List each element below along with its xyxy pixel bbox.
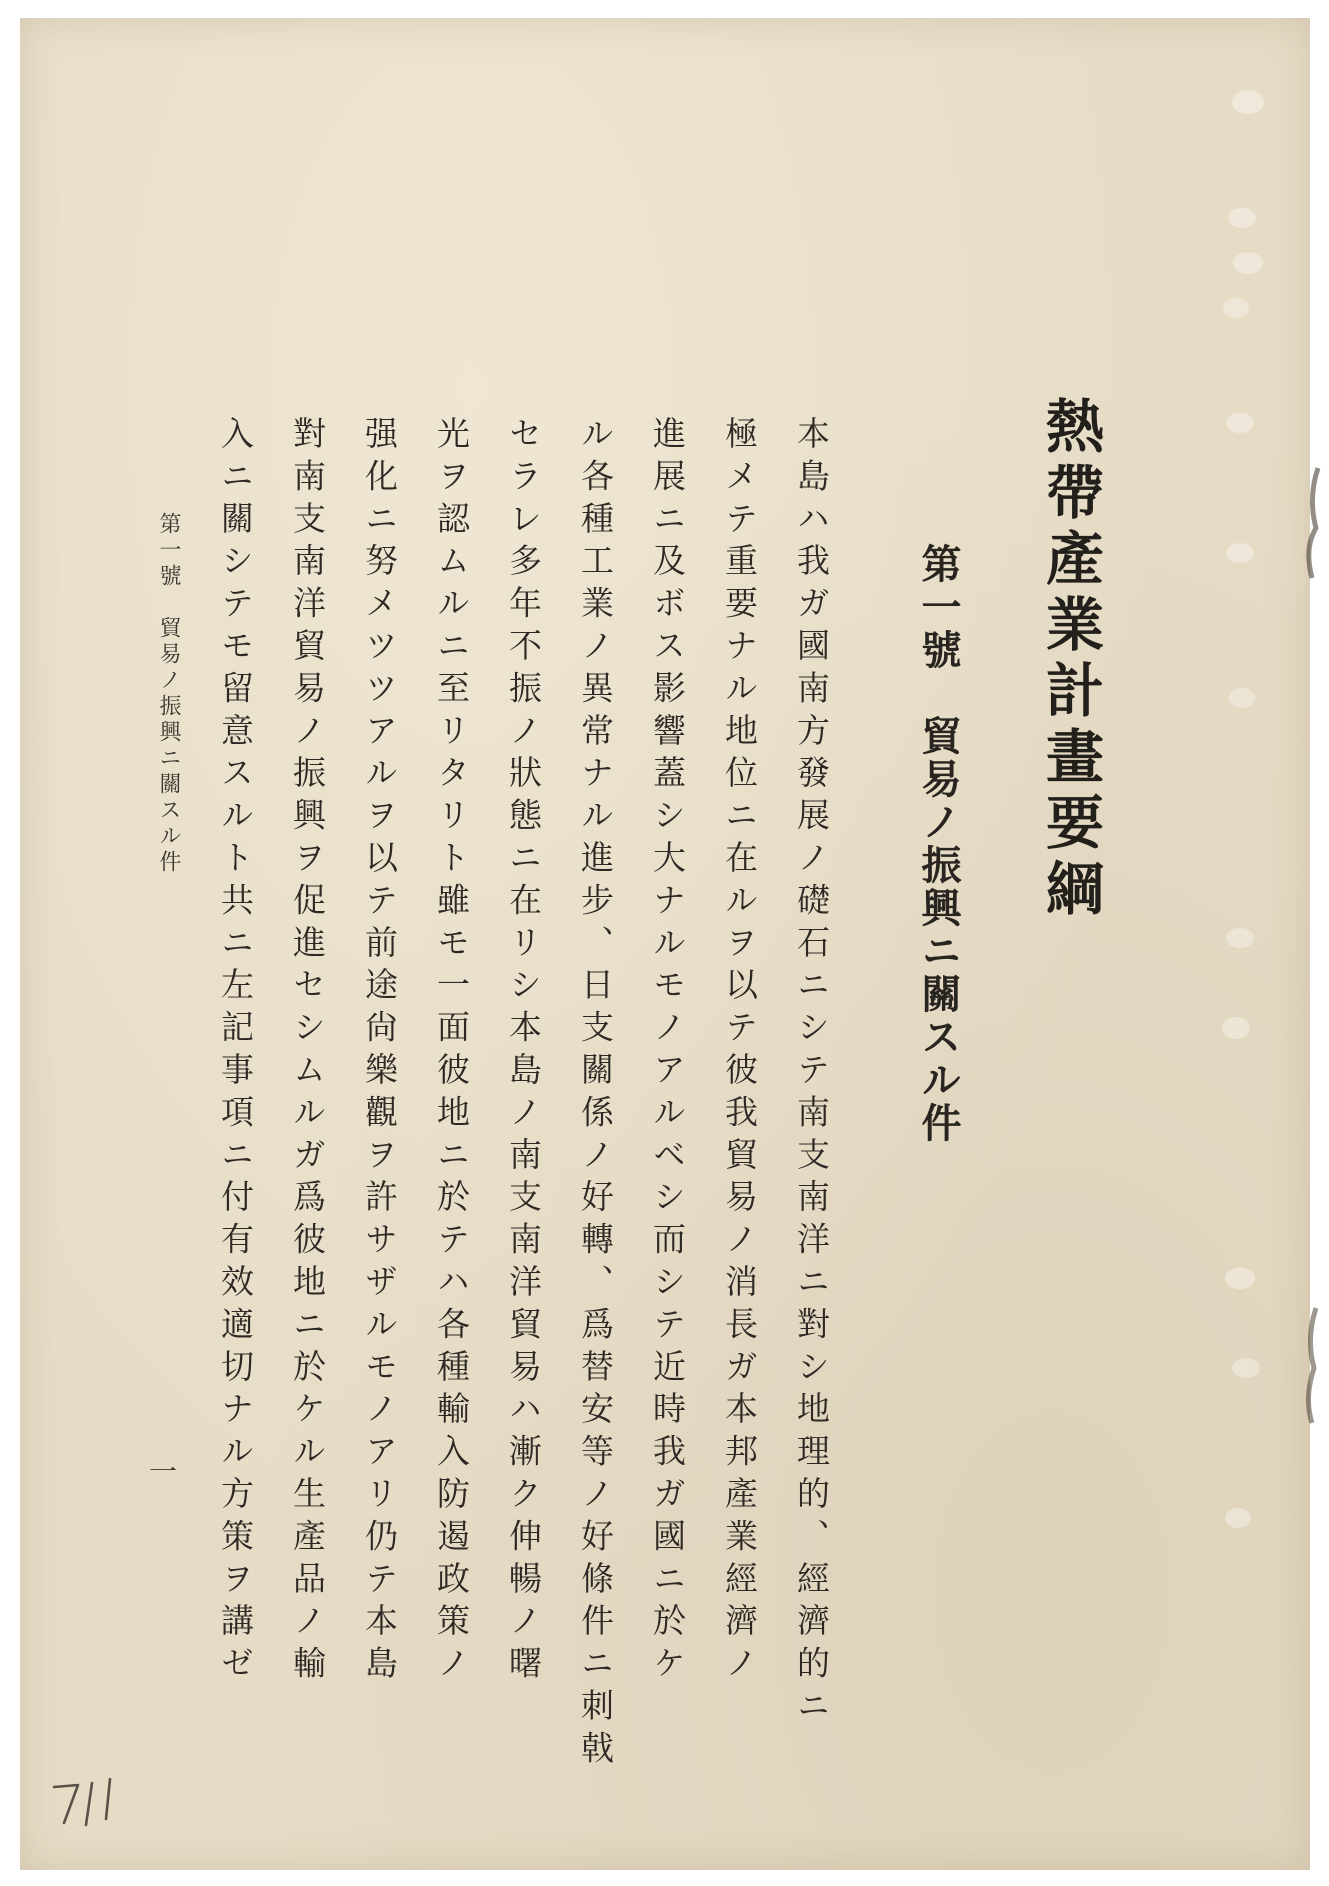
section-heading: 第一號 貿易ノ振興ニ關スル件 [915,543,962,1145]
body-column: 極メテ重要ナル地位ニ在ルヲ以テ彼我貿易ノ消長ガ本邦產業經濟ノ [720,416,759,1688]
body-column: 進展ニ及ボス影響蓋シ大ナルモノアルベシ而シテ近時我ガ國ニ於ケ [648,416,687,1688]
document-title: 熱帶產業計畫要綱 [1036,396,1104,924]
running-footer: 第一號 貿易ノ振興ニ關スル件 [156,512,181,876]
handwritten-note [48,1773,128,1833]
body-column: セラレ多年不振ノ狀態ニ在リシ本島ノ南支南洋貿易ハ漸ク伸暢ノ曙 [504,416,543,1688]
body-column: 入ニ關シテモ留意スルト共ニ左記事項ニ付有效適切ナル方策ヲ講ゼ [216,416,255,1689]
page-number: 一 [149,1455,178,1488]
body-column: 强化ニ努メツツアルヲ以テ前途尙樂觀ヲ許サザルモノアリ仍テ本島 [360,416,399,1688]
body-column: 本島ハ我ガ國南方發展ノ礎石ニシテ南支南洋ニ對シ地理的、經濟的ニ [792,416,831,1731]
body-column: 光ヲ認ムルニ至リタリト雖モ一面彼地ニ於テハ各種輸入防遏政策ノ [432,416,471,1688]
paper-sheet [20,18,1310,1870]
body-column: 對南支南洋貿易ノ振興ヲ促進セシムルガ爲彼地ニ於ケル生產品ノ輸 [288,416,327,1688]
body-column: ル各種工業ノ異常ナル進步、日支關係ノ好轉、爲替安等ノ好條件ニ刺戟 [576,416,615,1773]
paper-wear-marks [1200,78,1329,1778]
